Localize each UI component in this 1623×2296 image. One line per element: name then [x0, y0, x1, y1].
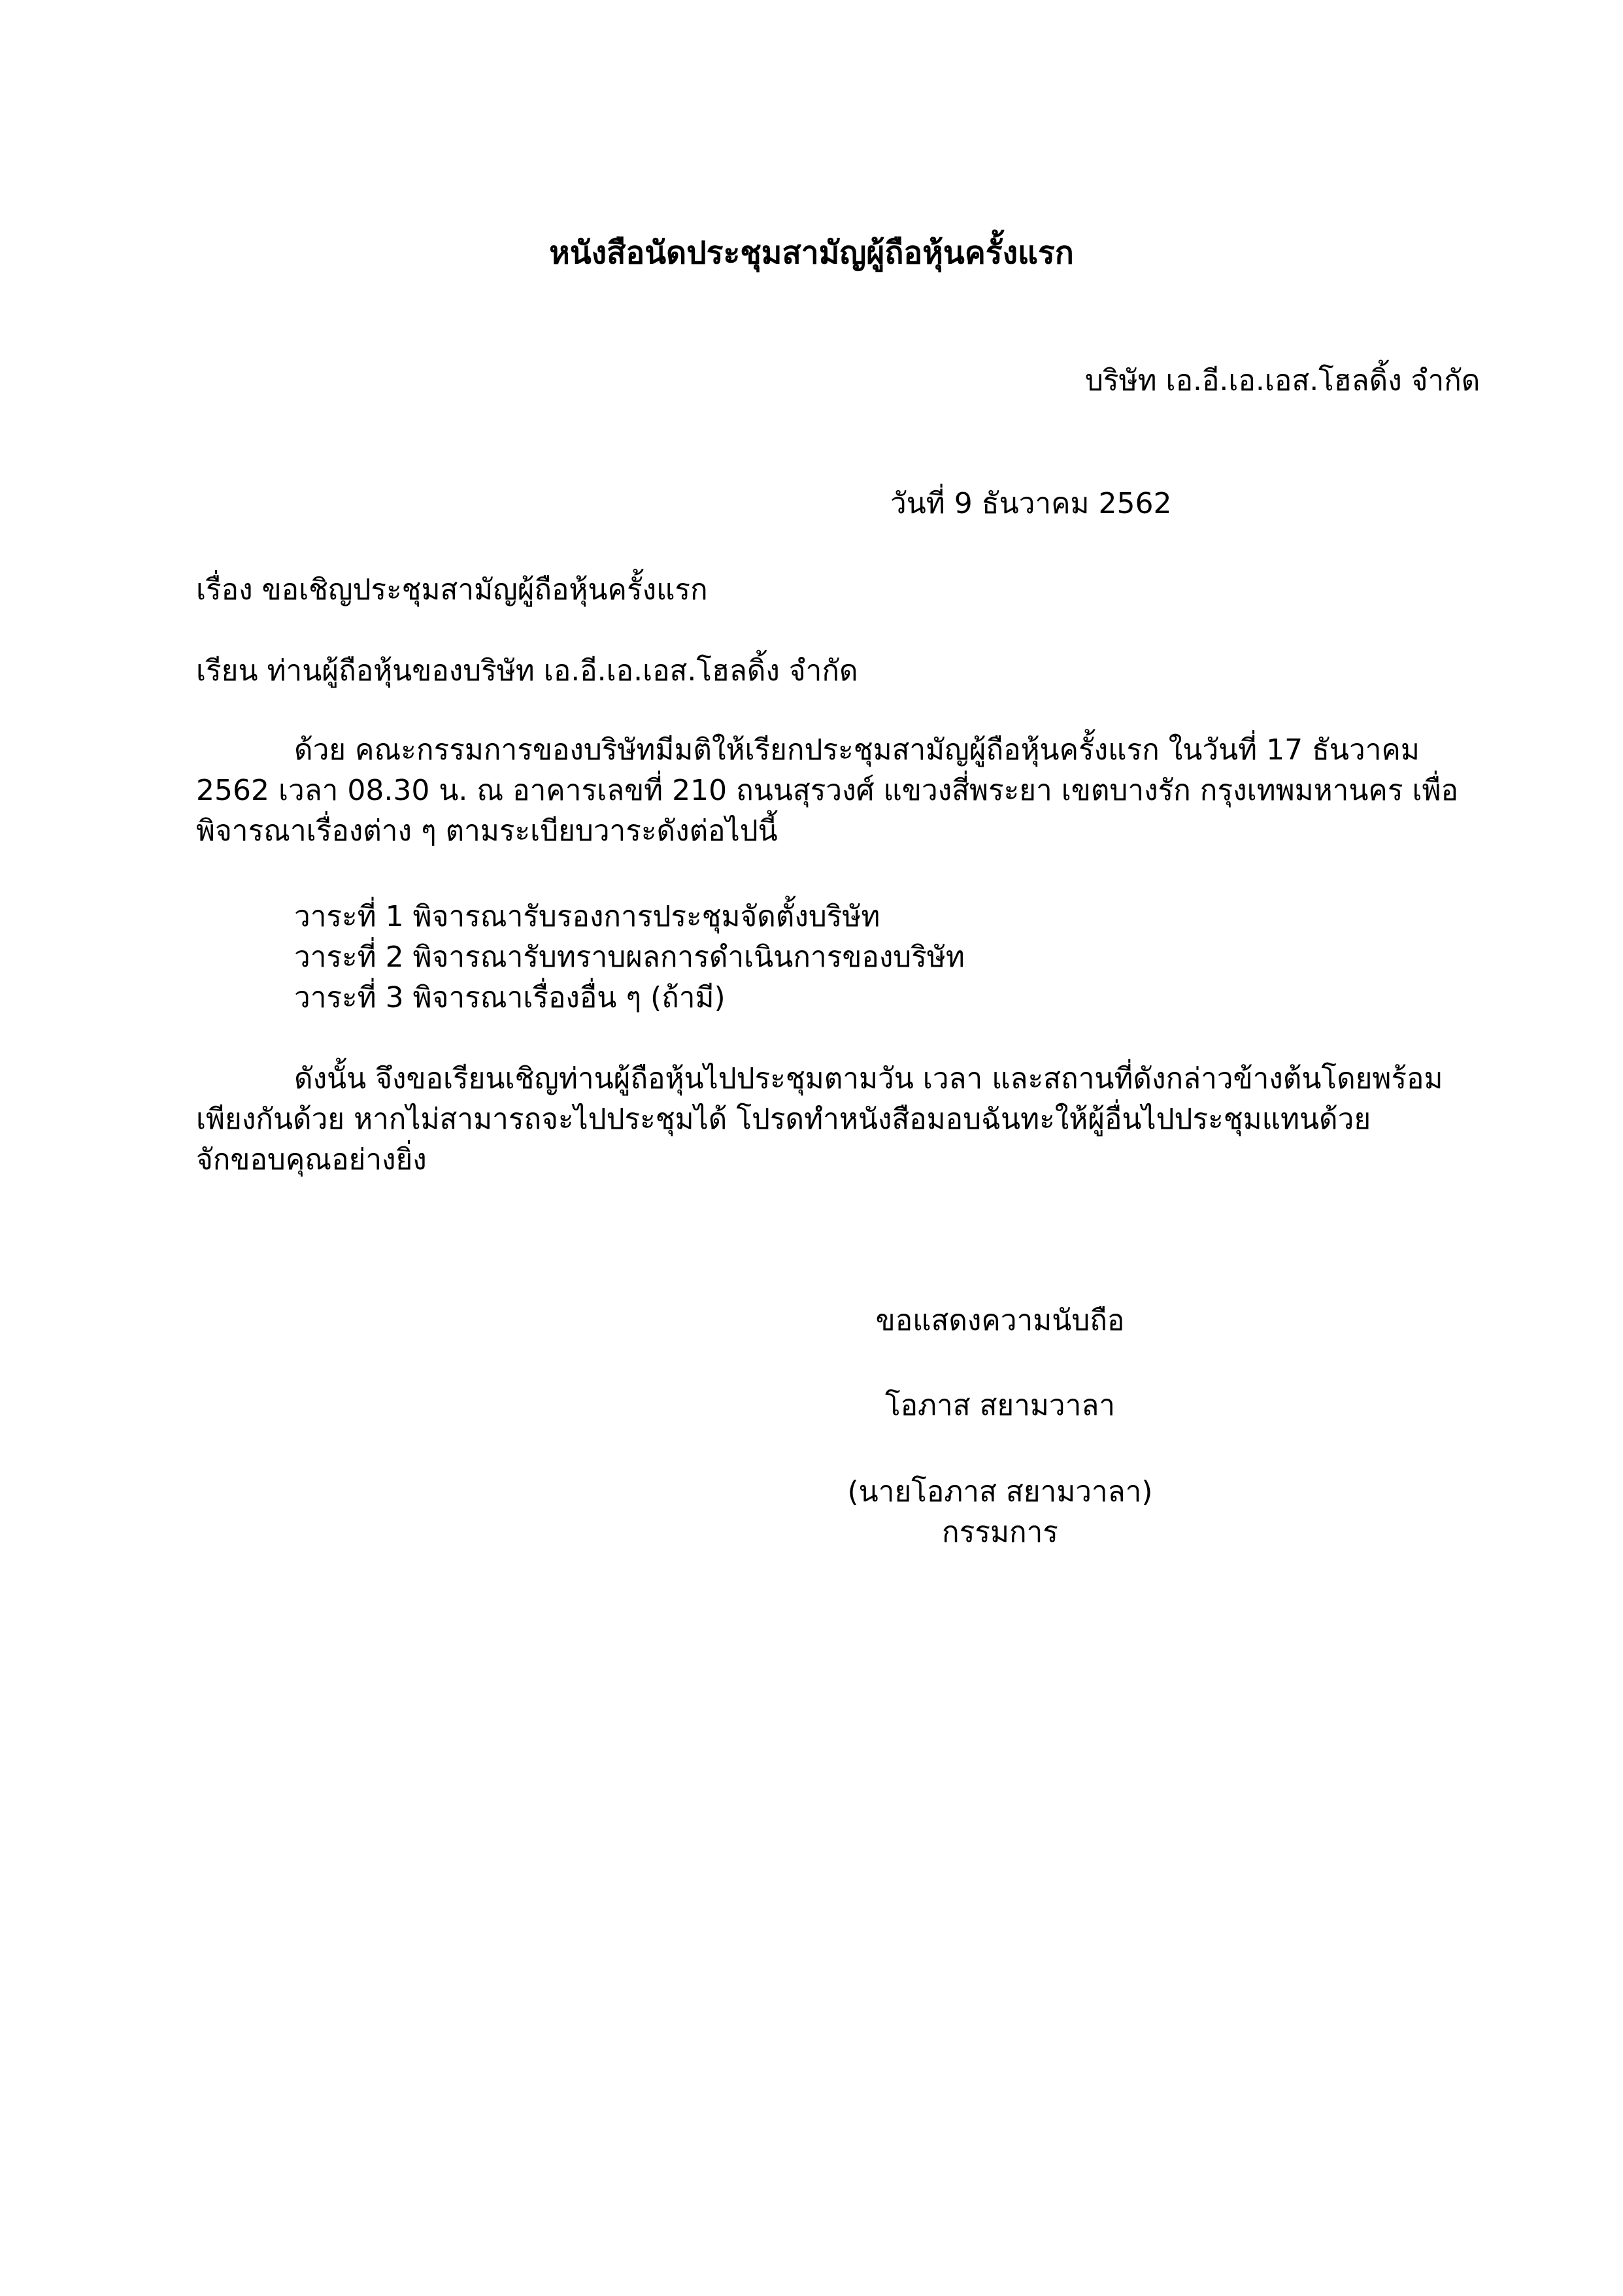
signature: โอภาส สยามวาลา	[884, 1389, 1116, 1422]
signatory-name: (นายโอภาส สยามวาลา)	[847, 1475, 1153, 1508]
paragraph-1-line: 2562 เวลา 08.30 น. ณ อาคารเลขที่ 210 ถนนสุรวงศ์ แขวงสี่พระยา เขตบางรัก กรุงเทพมหานคร เพื่อ	[196, 774, 1458, 807]
agenda-item-1: วาระที่ 1 พิจารณารับรองการประชุมจัดตั้งบริษัท	[294, 900, 880, 933]
closing-phrase: ขอแสดงความนับถือ	[875, 1304, 1125, 1337]
paragraph-2-line: ดังนั้น จึงขอเรียนเชิญท่านผู้ถือหุ้นไปประชุมตามวัน เวลา และสถานที่ดังกล่าวข้างต้นโดยพร้อม	[294, 1062, 1443, 1095]
paragraph-2-line: เพียงกันด้วย หากไม่สามารถจะไปประชุมได้ โปรดทำหนังสือมอบฉันทะให้ผู้อื่นไปประชุมแทนด้วย	[196, 1103, 1371, 1136]
agenda-item-2: วาระที่ 2 พิจารณารับทราบผลการดำเนินการของบริษัท	[294, 940, 965, 974]
company-name: บริษัท เอ.อี.เอ.เอส.โฮลดิ้ง จำกัด	[1085, 364, 1481, 397]
letter-salutation: เรียน ท่านผู้ถือหุ้นของบริษัท เอ.อี.เอ.เอส.โฮลดิ้ง จำกัด	[196, 654, 858, 688]
letter-subject: เรื่อง ขอเชิญประชุมสามัญผู้ถือหุ้นครั้งแรก	[196, 573, 708, 607]
signatory-position: กรรมการ	[942, 1516, 1058, 1549]
paragraph-1-line: ด้วย คณะกรรมการของบริษัทมีมติให้เรียกประชุมสามัญผู้ถือหุ้นครั้งแรก ในวันที่ 17 ธันวาคม	[294, 733, 1420, 767]
paragraph-1-line: พิจารณาเรื่องต่าง ๆ ตามระเบียบวาระดังต่อไปนี้	[196, 814, 778, 848]
letter-date: วันที่ 9 ธันวาคม 2562	[890, 487, 1172, 520]
document-title: หนังสือนัดประชุมสามัญผู้ถือหุ้นครั้งแรก	[549, 235, 1074, 271]
paragraph-2-line: จักขอบคุณอย่างยิ่ง	[196, 1143, 427, 1176]
agenda-item-3: วาระที่ 3 พิจารณาเรื่องอื่น ๆ (ถ้ามี)	[294, 981, 726, 1014]
